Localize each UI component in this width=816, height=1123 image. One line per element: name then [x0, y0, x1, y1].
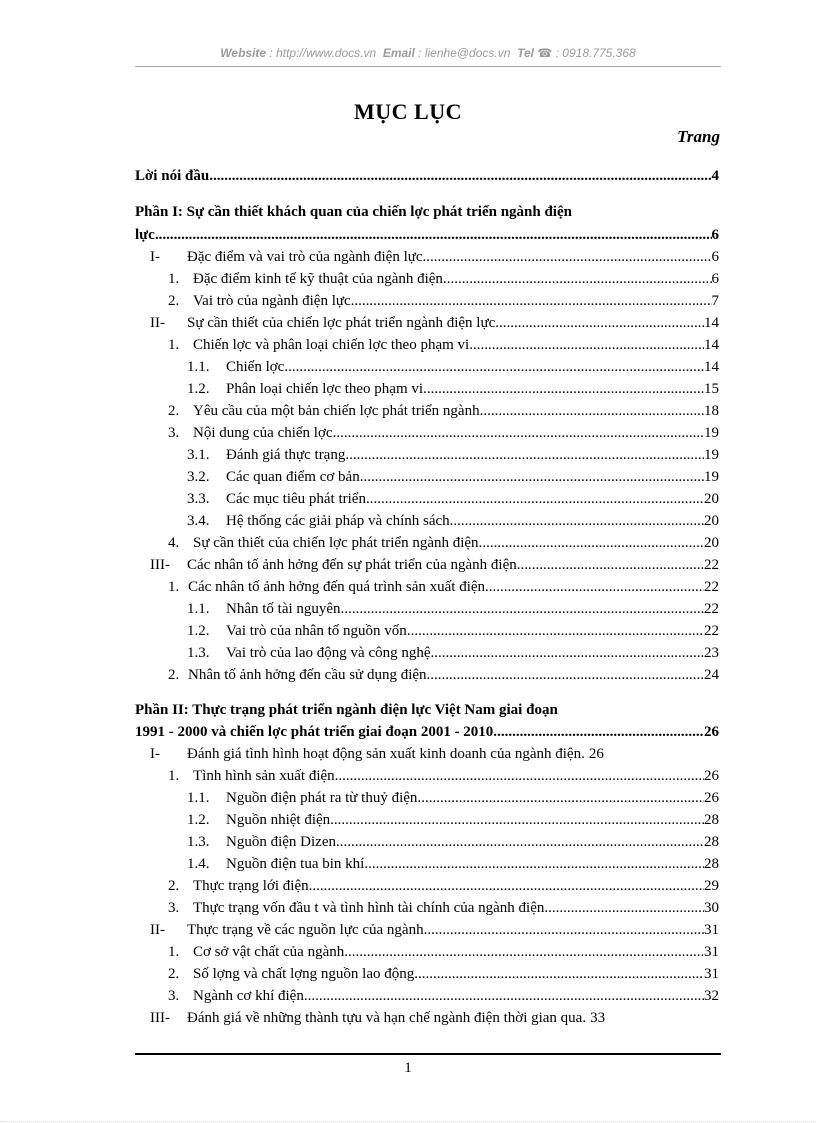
toc-entry-number: 1. [168, 768, 180, 784]
toc-entry [168, 898, 719, 918]
email-label: Email [382, 46, 415, 60]
toc-entry-page: 26 [704, 768, 719, 784]
toc-entry [150, 920, 719, 940]
toc-entry [150, 1008, 719, 1028]
toc-entry-number: 1.2. [187, 623, 210, 639]
footer-rule [135, 1053, 721, 1055]
toc-entry-page: 14 [704, 315, 719, 331]
toc-entry-page: 18 [704, 403, 719, 419]
leader-dots [495, 313, 704, 333]
toc-entry-text: Các nhân tố ảnh hởng đến quá trình sản xuất điện [188, 579, 486, 595]
leader-dots [349, 445, 704, 465]
toc-entry-page: 30 [704, 900, 719, 916]
toc-entry-number: 2. [168, 293, 180, 309]
leader-dots [344, 599, 704, 619]
toc-entry-text: Tình hình sản xuất điện. [193, 768, 339, 784]
toc-entry [150, 744, 719, 764]
toc-entry-page: 33 [590, 1010, 606, 1026]
toc-entry [168, 665, 719, 685]
toc-entry-text: Chiến lợc. [226, 359, 289, 375]
toc-entry-number: 3. [168, 425, 180, 441]
toc-entry [187, 599, 719, 619]
toc-entry [135, 722, 719, 742]
toc-entry-text: Thực trạng lới điện. [193, 878, 313, 894]
toc-entry-page: 28 [704, 834, 719, 850]
toc-entry-text: Vai trò của nhân tố nguồn vốn [226, 623, 407, 639]
toc-entry-number: 1.1. [187, 601, 210, 617]
toc-entry-text: Lời nói đầu [135, 168, 210, 184]
toc-entry-page: 19 [704, 447, 719, 463]
toc-entry-page: 19 [704, 469, 719, 485]
toc-entry-text: Các mục tiêu phát triển. [226, 491, 370, 507]
header-rule [135, 66, 721, 67]
leader-dots [340, 832, 704, 852]
toc-entry-page: 14 [704, 337, 719, 353]
toc-entry-number: 1.1. [187, 359, 210, 375]
toc-part-heading: Phần I: Sự cần thiết khách quan của chiến lợc phát triển ngành điện [135, 204, 572, 220]
toc-entry-page: 31 [704, 944, 719, 960]
toc-entry [187, 489, 719, 509]
leader-dots [308, 986, 704, 1006]
toc-entry-page: 22 [704, 623, 719, 639]
toc-entry-page: 7 [711, 293, 719, 309]
toc-entry-text: Hệ thống các giải pháp và chính sách. [226, 513, 454, 529]
toc-entry [150, 313, 719, 333]
toc-entry [187, 357, 719, 377]
toc-entry-number: 2. [168, 667, 180, 683]
toc-entry [187, 379, 719, 399]
toc-entry-number: 1.4. [187, 856, 210, 872]
leader-dots [209, 166, 711, 186]
leader-dots [427, 665, 704, 685]
toc-entry-number: 3.3. [187, 491, 210, 507]
toc-entry [187, 832, 719, 852]
page-bottom-border [0, 1121, 816, 1122]
leader-dots [155, 225, 712, 245]
leader-dots [485, 577, 704, 597]
toc-entry [187, 621, 719, 641]
toc-entry-page: 23 [704, 645, 719, 661]
toc-entry [168, 335, 719, 355]
toc-entry-number: 3. [168, 988, 180, 1004]
toc-entry-text: Đánh giá tình hình hoạt động sản xuất kinh doanh của ngành điện. [187, 746, 585, 762]
toc-entry-page: 20 [704, 513, 719, 529]
toc-entry-number: 3.2. [187, 469, 210, 485]
toc-entry-text: lực [135, 227, 155, 243]
toc-entry-text: Yêu cầu của một bản chiến lợc phát triển ngành. [193, 403, 484, 419]
leader-dots [431, 643, 704, 663]
toc-entry-text: Ngành cơ khí điện. [193, 988, 308, 1004]
toc-entry-number: 2. [168, 966, 180, 982]
toc-entry-page: 20 [704, 535, 719, 551]
toc-entry-text: Vai trò của ngành điện lực. [193, 293, 355, 309]
toc-entry-text: Sự cần thiết của chiến lợc phát triển ngành điện lực [187, 315, 496, 331]
leader-dots [427, 920, 704, 940]
toc-entry-page: 26 [704, 724, 719, 740]
website-label: Website [220, 46, 267, 60]
toc-entry-number: 1. [168, 944, 180, 960]
toc-entry-text: Nguồn nhiệt điện. [226, 812, 334, 828]
leader-dots [312, 876, 704, 896]
toc-entry-text: Chiến lợc và phân loại chiến lợc theo phạm vi. [193, 337, 473, 353]
leader-dots [288, 357, 704, 377]
toc-entry-text: Nguồn điện phát ra từ thuỷ điện. [226, 790, 422, 806]
toc-entry [168, 533, 719, 553]
toc-entry-number: III- [150, 1010, 170, 1026]
leader-dots [354, 291, 711, 311]
toc-entry-page: 31 [704, 966, 719, 982]
page-number: 1 [404, 1060, 412, 1076]
toc-entry-text: Đánh giá về những thành tựu và hạn chế ngành điện thời gian qua. [187, 1010, 587, 1026]
leader-dots [548, 898, 704, 918]
toc-entry [135, 225, 719, 245]
leader-dots [473, 335, 704, 355]
toc-entry-page: 14 [704, 359, 719, 375]
toc-entry-page: 22 [704, 601, 719, 617]
toc-entry-number: 1. [168, 337, 180, 353]
toc-entry-text: Cơ sở vật chất của ngành. [193, 944, 348, 960]
leader-dots [368, 854, 704, 874]
toc-entry [187, 511, 719, 531]
toc-entry-text: Thực trạng về các nguồn lực của ngành. [187, 922, 428, 938]
toc-entry-number: 3.1. [187, 447, 210, 463]
toc-entry-number: II- [150, 922, 165, 938]
toc-entry-page: 32 [704, 988, 719, 1004]
phone-icon: ☎ [537, 46, 553, 60]
leader-dots [334, 810, 704, 830]
leader-dots [517, 555, 704, 575]
toc-entry-page: 20 [704, 491, 719, 507]
toc-entry-text: Vai trò của lao động và công nghệ [226, 645, 431, 661]
leader-dots [418, 964, 704, 984]
toc-entry-number: 1.3. [187, 645, 210, 661]
toc-entry-number: 1.2. [187, 381, 210, 397]
toc-entry-number: 1.2. [187, 812, 210, 828]
toc-entry-page: 22 [704, 579, 719, 595]
toc-entry-number: 1. [168, 271, 180, 287]
toc-entry [150, 247, 719, 267]
leader-dots [333, 423, 704, 443]
toc-entry-text: Nhân tố tài nguyên. [226, 601, 345, 617]
toc-entry-page: 26 [704, 790, 719, 806]
toc-entry-number: I- [150, 746, 160, 762]
page-header [135, 46, 721, 60]
toc-entry-page: 28 [704, 812, 719, 828]
toc-entry-text: Nguồn điện Dizen. [226, 834, 340, 850]
toc-entry-page: 6 [711, 249, 719, 265]
website-value: : http://www.docs.vn [269, 46, 377, 60]
toc-entry-text: Phân loại chiến lợc theo phạm vi. [226, 381, 427, 397]
leader-dots [421, 788, 704, 808]
toc-entry-page: 6 [711, 271, 719, 287]
toc-entry [168, 964, 719, 984]
toc-entry-page: 4 [711, 168, 719, 184]
toc-entry-text: Các nhân tố ảnh hởng đến sự phát triển của ngành điện [187, 557, 517, 573]
toc-entry-page: 28 [704, 856, 719, 872]
toc-entry-number: 3. [168, 900, 180, 916]
leader-dots [447, 269, 712, 289]
toc-entry-number: 3.4. [187, 513, 210, 529]
toc-entry-page: 29 [704, 878, 719, 894]
toc-entry-text: Số lợng và chất lợng nguồn lao động. [193, 966, 419, 982]
toc-entry-number: I- [150, 249, 160, 265]
page-title: MỤC LỤC [354, 99, 462, 124]
toc-entry-text: Đặc điểm kinh tế kỹ thuật của ngành điện. [193, 271, 447, 287]
toc-entry [187, 810, 719, 830]
page-column-label: Trang [677, 127, 720, 146]
toc-entry-number: 2. [168, 878, 180, 894]
toc-entry [168, 876, 719, 896]
toc-entry-text: Sự cần thiết của chiến lợc phát triển ngành điện. [193, 535, 483, 551]
toc-entry [187, 467, 719, 487]
tel-label: Tel [517, 46, 534, 60]
toc-entry-page: 19 [704, 425, 719, 441]
leader-dots [407, 621, 704, 641]
leader-dots [482, 533, 704, 553]
toc-entry [187, 854, 719, 874]
toc-entry-number: II- [150, 315, 165, 331]
toc-entry-number: 2. [168, 403, 180, 419]
toc-entry [168, 291, 719, 311]
leader-dots [363, 467, 704, 487]
toc-entry-number: 1.1. [187, 790, 210, 806]
email-value: : lienhe@docs.vn [418, 46, 511, 60]
toc-entry [187, 643, 719, 663]
toc-entry-page: 31 [704, 922, 719, 938]
leader-dots [370, 489, 704, 509]
toc-entry-text: Các quan điểm cơ bản. [226, 469, 364, 485]
leader-dots [338, 766, 704, 786]
leader-dots [348, 942, 704, 962]
leader-dots [426, 247, 711, 267]
toc-part-heading: Phần II: Thực trạng phát triển ngành điện lực Việt Nam giai đoạn [135, 702, 558, 718]
leader-dots [453, 511, 704, 531]
tel-value: : 0918.775.368 [555, 46, 636, 60]
toc-entry [168, 423, 719, 443]
toc-entry [168, 766, 719, 786]
toc-entry-page: 22 [704, 557, 719, 573]
toc-entry [187, 788, 719, 808]
toc-entry [168, 986, 719, 1006]
toc-entry-text: Thực trạng vốn đầu t và tình hình tài chính của ngành điện. [193, 900, 549, 916]
toc-entry [168, 401, 719, 421]
toc-entry-page: 26 [588, 746, 604, 762]
toc-entry [135, 166, 719, 186]
toc-entry-text: Đặc điểm và vai trò của ngành điện lực. [187, 249, 427, 265]
toc-entry-text: Nội dung của chiến lợc [193, 425, 333, 441]
leader-dots [483, 401, 704, 421]
leader-dots [427, 379, 704, 399]
toc-entry-text: Đánh giá thực trạng. [226, 447, 350, 463]
toc-entry-number: 4. [168, 535, 180, 551]
toc-entry-number: III- [150, 557, 170, 573]
toc-entry-text: Nguồn điện tua bin khí. [226, 856, 369, 872]
toc-entry [168, 269, 719, 289]
toc-entry [168, 577, 719, 597]
toc-entry-text: 1991 - 2000 và chiến lợc phát triển giai đoạn 2001 - 2010. [135, 724, 498, 740]
toc-entry-page: 6 [711, 227, 719, 243]
toc-entry [187, 445, 719, 465]
toc-entry-number: 1.3. [187, 834, 210, 850]
toc-entry-number: 1. [168, 579, 180, 595]
toc-entry-page: 24 [704, 667, 719, 683]
toc-entry-text: Nhân tố ảnh hởng đến cầu sử dụng điện [188, 667, 427, 683]
toc-entry [150, 555, 719, 575]
toc-entry [168, 942, 719, 962]
leader-dots [497, 722, 704, 742]
toc-entry-page: 15 [704, 381, 719, 397]
